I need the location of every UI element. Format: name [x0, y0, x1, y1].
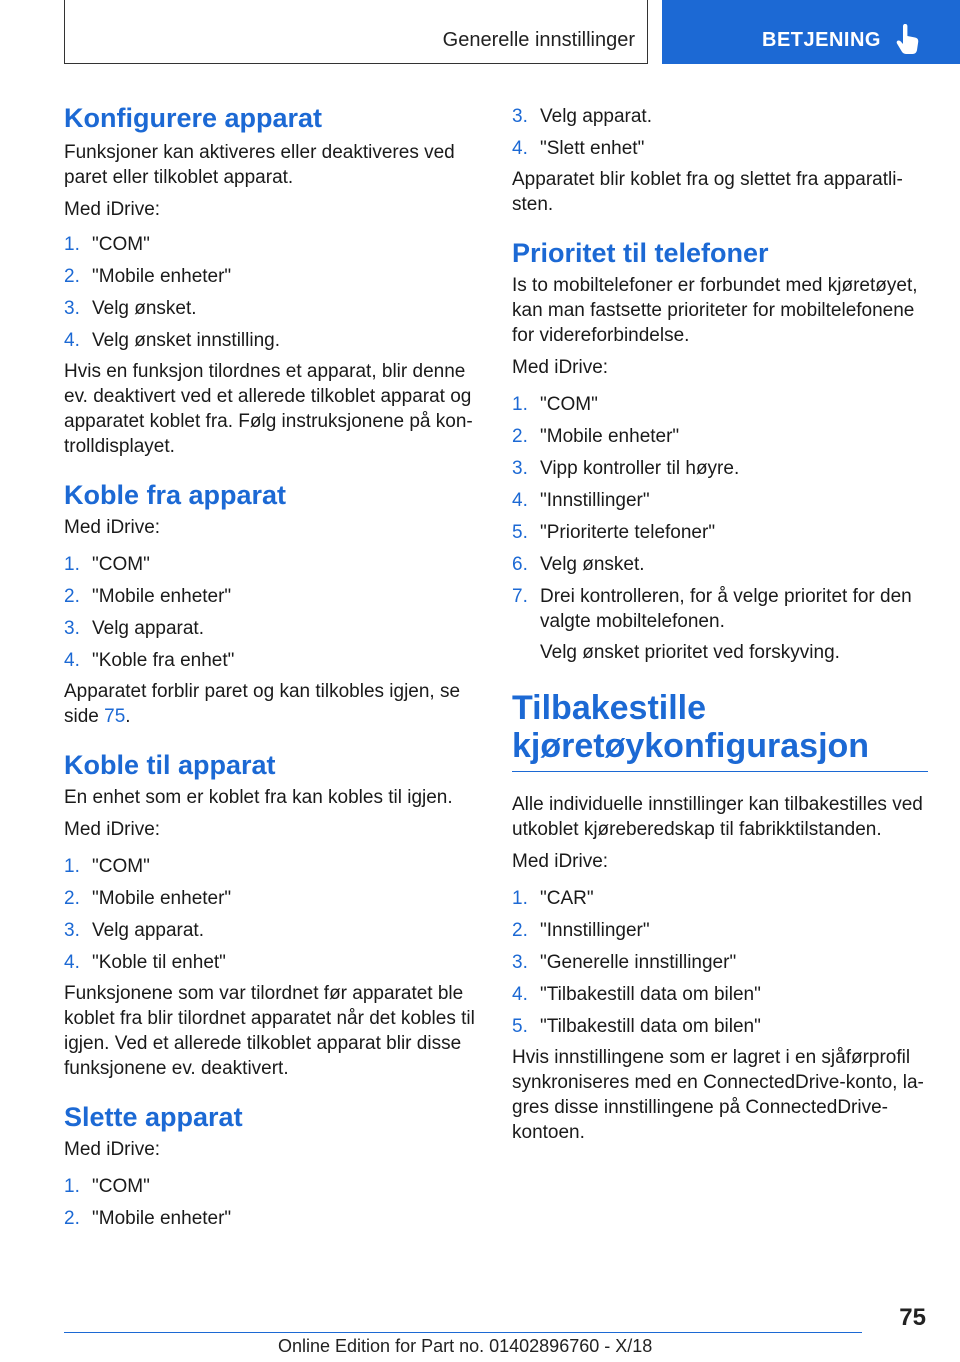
paragraph: Hvis innstillingene som er lagret i en sjåførprofil synkroniseres med en ConnectedDrive-konto, lagres disse innstillingene på ConnectedDrive-kontoen. [512, 1047, 924, 1143]
section-title-connect-device: Koble til apparat [64, 750, 276, 780]
paragraph: Funksjoner kan aktiveres eller deaktiveres ved paret eller tilkoblet apparat. [64, 142, 455, 188]
list-item: 3. Vipp kontroller til høyre. [512, 458, 740, 479]
paragraph: Med iDrive: [64, 517, 161, 538]
list-item: 2. "Mobile enheter" [64, 266, 232, 287]
left-column [64, 100, 482, 1231]
list-item: 3. "Generelle innstillinger" [512, 952, 737, 973]
step-list [512, 886, 928, 1039]
step-list [64, 232, 482, 353]
major-heading-line-2: kjøretøykonfigurasjon [512, 727, 870, 765]
paragraph: Apparatet blir koblet fra og slettet fra apparatlisten. [512, 169, 903, 215]
list-item: 4. Velg ønsket innstilling. [64, 330, 280, 351]
step-list [64, 1174, 482, 1231]
list-item: 3. Velg apparat. [64, 618, 204, 639]
list-item: 1. "COM" [64, 1176, 150, 1197]
list-item: 3. Velg apparat. [64, 920, 204, 941]
right-column [512, 100, 928, 1145]
header-section-box [64, 0, 648, 64]
list-item: 4. "Tilbakestill data om bilen" [512, 984, 761, 1005]
section-title-disconnect-device: Koble fra apparat [64, 480, 287, 510]
page-number: 75 [899, 1304, 926, 1331]
paragraph: En enhet som er koblet fra kan kobles til igjen. [64, 787, 453, 808]
list-item: 1. "CAR" [512, 888, 594, 909]
list-item: 6. Velg ønsket. [512, 554, 645, 575]
paragraph: Med iDrive: [64, 819, 161, 840]
step-list [512, 104, 928, 161]
list-item: 2. "Innstillinger" [512, 920, 650, 941]
paragraph: Alle individuelle innstillinger kan tilbakestilles ved utkoblet kjøreberedskap til fabrikktilstanden. [512, 794, 923, 840]
paragraph: Apparatet forblir paret og kan tilkobles igjen, se side 75. [64, 681, 461, 727]
list-item: 2. "Mobile enheter" [64, 1208, 232, 1229]
header-chapter-title: BETJENING [762, 29, 881, 51]
step-list [512, 392, 928, 634]
section-title-phone-priority: Prioritet til telefoner [512, 238, 769, 268]
list-item: 2. "Mobile enheter" [64, 586, 232, 607]
footer-edition: Online Edition for Part no. 01402896760 - X/18 [278, 1336, 653, 1356]
header-section-title: Generelle innstillinger [442, 29, 635, 51]
list-item: 3. Velg ønsket. [64, 298, 197, 319]
footer-divider [64, 1332, 862, 1333]
step-list [64, 552, 482, 673]
list-item: 1. "COM" [64, 856, 150, 877]
list-item: 7. Drei kontrolleren, for å velge prioritet for den valgte mobiltelefonen. [512, 586, 912, 632]
list-item: 5. "Tilbakestill data om bilen" [512, 1016, 761, 1037]
paragraph: Funksjonene som var tilordnet før apparatet ble koblet fra blir tilordnet apparatet når det kobles til igjen. Ved et allerede tilkoblet apparat blir disse funksjonene ev. deaktivert. [64, 983, 475, 1079]
paragraph: Hvis en funksjon tilordnes et apparat, blir denne ev. deaktivert ved et allerede tilkoblet apparat og apparatet koblet fra. Følg instruksjonene på kontrolldisplayet. [64, 361, 473, 457]
list-item: 3. Velg apparat. [512, 106, 652, 127]
page-link[interactable]: 75 [104, 706, 126, 727]
list-item: 4. "Slett enhet" [512, 138, 645, 159]
paragraph: Med iDrive: [64, 199, 161, 220]
paragraph: Is to mobiltelefoner er forbundet med kjøretøyet, kan man fastsette prioriteter for mobiltelefonene for videreforbindelse. [512, 275, 918, 346]
list-item: 1. "COM" [64, 234, 150, 255]
list-item: 2. "Mobile enheter" [64, 888, 232, 909]
list-item: 5. "Prioriterte telefoner" [512, 522, 716, 543]
paragraph: Velg ønsket prioritet ved forskyving. [540, 642, 840, 663]
list-item: 1. "COM" [64, 554, 150, 575]
list-item: 4. "Innstillinger" [512, 490, 650, 511]
section-title-delete-device: Slette apparat [64, 1102, 243, 1132]
paragraph: Med iDrive: [512, 357, 609, 378]
pointing-hand-icon [894, 24, 922, 56]
paragraph: Med iDrive: [64, 1139, 161, 1160]
list-item: 4. "Koble fra enhet" [64, 650, 235, 671]
list-item: 2. "Mobile enheter" [512, 426, 680, 447]
section-title-configure-device: Konfigurere apparat [64, 103, 323, 133]
list-item: 1. "COM" [512, 394, 598, 415]
major-heading-block [512, 689, 928, 772]
step-list [64, 854, 482, 975]
header-chapter-box [662, 0, 960, 64]
list-item: 4. "Koble til enhet" [64, 952, 226, 973]
major-heading-line-1: Tilbakestille [512, 689, 707, 727]
paragraph: Med iDrive: [512, 851, 609, 872]
